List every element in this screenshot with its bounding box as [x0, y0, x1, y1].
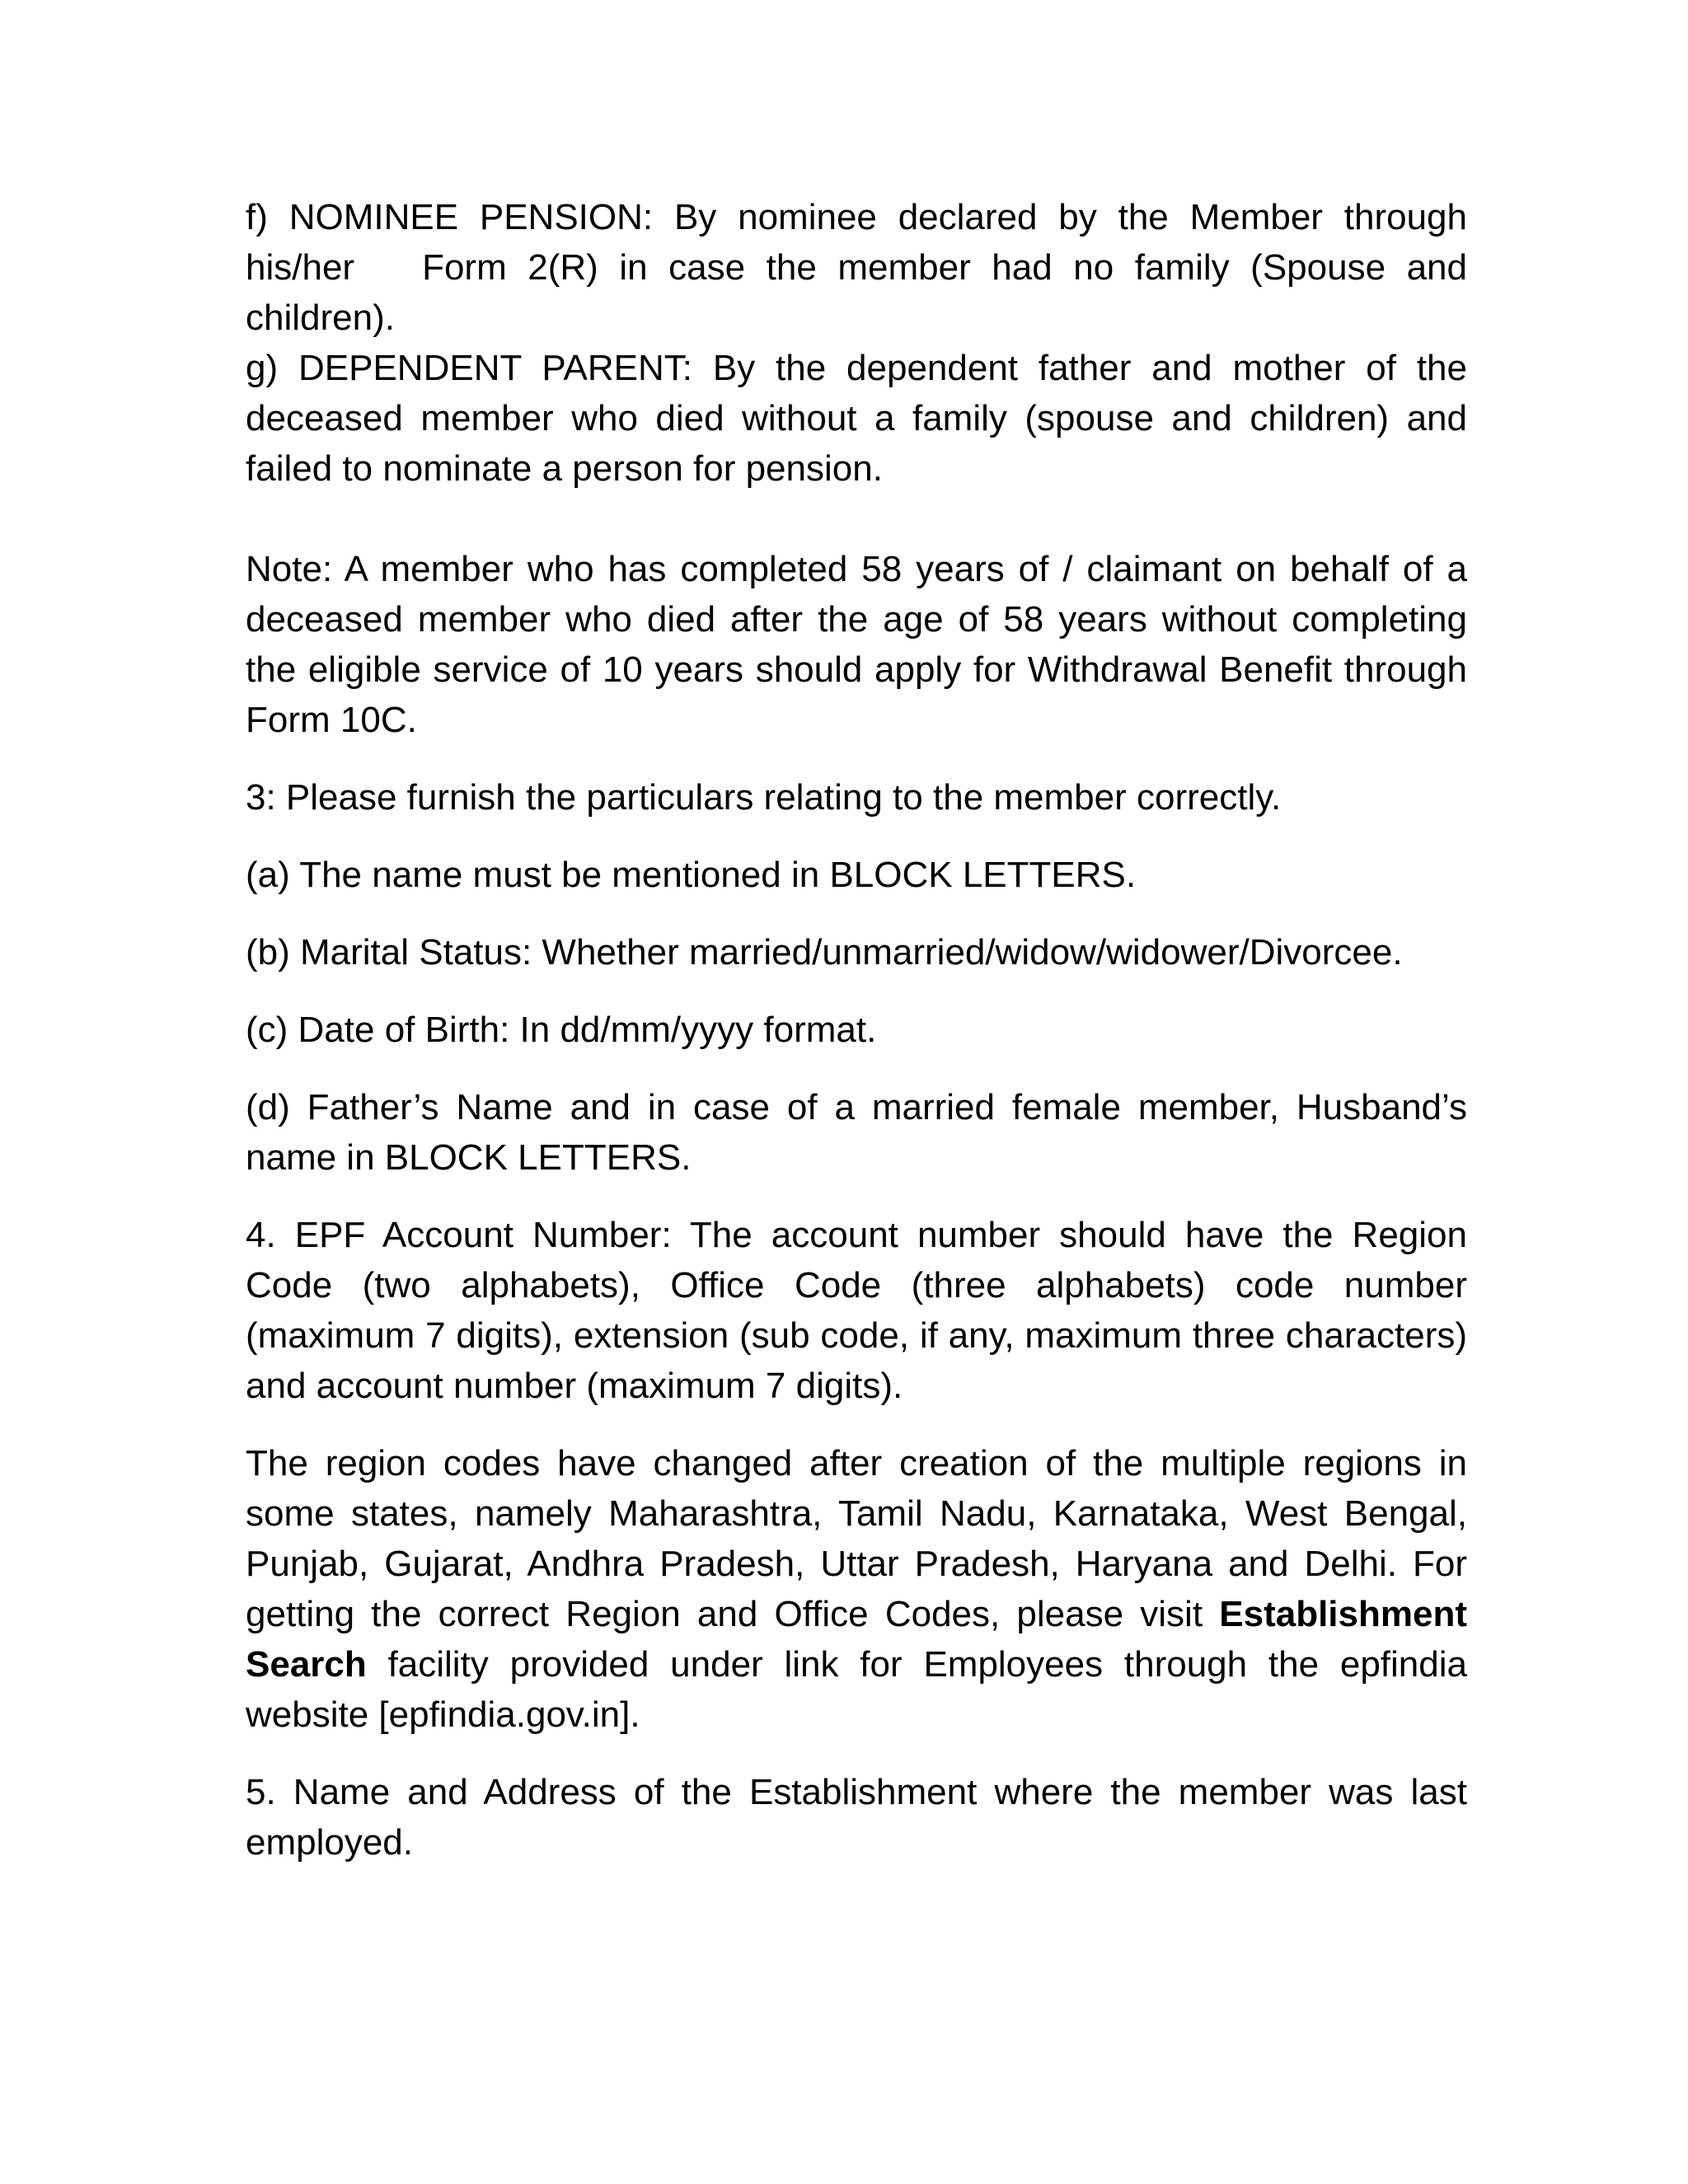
note-paragraph: Note: A member who has completed 58 years of / claimant on behalf of a deceased member who died after the age of 58 years without completing the eligible service of 10 years should apply for Withdrawal Benefit through Form 10C.	[246, 549, 1467, 740]
section-5-paragraph: 5. Name and Address of the Establishment where the member was last employed.	[246, 1772, 1467, 1863]
nominee-pension-paragraph	[246, 192, 1467, 343]
dependent-parent-label: g) DEPENDENT PARENT:	[246, 348, 692, 388]
section-4-paragraph: 4. EPF Account Number: The account number should have the Region Code (two alphabets), Office Code (three alphabets) code number (maximum 7 digits), extension (sub code, if any, maximum three characters) and account number (maximum 7 digits).	[246, 1215, 1467, 1406]
section-3-item-d: (d) Father’s Name and in case of a married female member, Husband’s name in BLOCK LETTERS.	[246, 1087, 1467, 1178]
region-codes-paragraph	[246, 1438, 1467, 1740]
section-3-item-c: (c) Date of Birth: In dd/mm/yyyy format.	[246, 1010, 877, 1050]
region-codes-text-b: facility provided under link for Employees through the epfindia website [epfindia.gov.in].	[246, 1644, 1467, 1735]
nominee-pension-label: f) NOMINEE PENSION:	[246, 197, 654, 237]
establishment-search-label: Establishment Search	[246, 1594, 1467, 1685]
section-3-item-a: (a) The name must be mentioned in BLOCK LETTERS.	[246, 855, 1137, 895]
dependent-parent-text: By the dependent father and mother of the deceased member who died without a family (spouse and children) and failed to nominate a person for pension.	[246, 348, 1467, 489]
section-3-intro: 3: Please furnish the particulars relating to the member correctly.	[246, 777, 1282, 818]
dependent-parent-paragraph	[246, 343, 1467, 494]
section-3-item-b: (b) Marital Status: Whether married/unmarried/widow/widower/Divorcee.	[246, 932, 1403, 972]
document-page	[246, 192, 1467, 1868]
nominee-pension-text-b: Form 2(R) in case the member had no family (Spouse and children).	[246, 247, 1467, 338]
region-codes-text-a: The region codes have changed after creation of the multiple regions in some states, namely Maharashtra, Tamil Nadu, Karnataka, West Bengal, Punjab, Gujarat, Andhra Pradesh, Uttar Pradesh, Haryana and Delhi. For getting the correct Region and Office Codes, please visit	[246, 1443, 1467, 1634]
nominee-pension-text-a: By nominee declared by the Member through his/her	[246, 197, 1467, 288]
